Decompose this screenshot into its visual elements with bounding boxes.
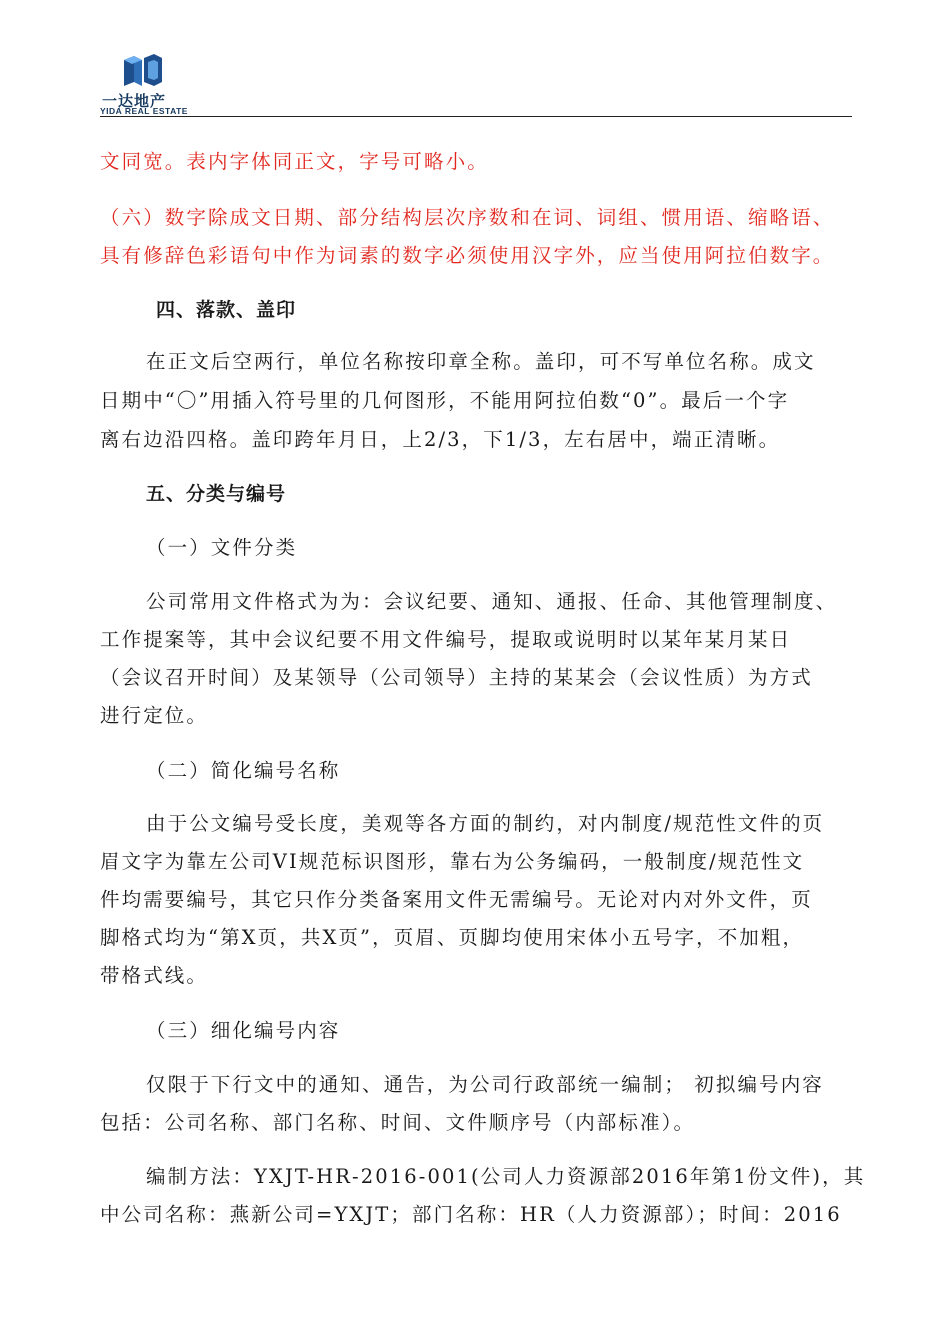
paragraph-line: 在正文后空两行，单位名称按印章全称。盖印，可不写单位名称。成文 [146,350,816,373]
paragraph-line: 文同宽。表内字体同正文，字号可略小。 [100,150,489,173]
paragraph-line: 日期中“〇”用插入符号里的几何图形，不能用阿拉伯数“0”。最后一个字 [100,389,790,412]
paragraph-line: 脚格式均为“第X页，共X页”，页眉、页脚均使用宋体小五号字，不加粗， [100,926,805,949]
section-heading-4: 四、落款、盖印 [156,299,297,321]
header-rule [100,116,852,117]
paragraph-line: 包括：公司名称、部门名称、时间、文件顺序号（内部标准）。 [100,1111,696,1134]
paragraph-line: 离右边沿四格。盖印跨年月日，上2/3，下1/3，左右居中，端正清晰。 [100,428,781,451]
paragraph-line: 具有修辞色彩语句中作为词素的数字必须使用汉字外，应当使用阿拉伯数字。 [100,244,835,267]
section-heading-5: 五、分类与编号 [146,483,287,505]
company-logo [100,52,192,116]
paragraph-line: 进行定位。 [100,704,209,727]
paragraph-line: 工作提案等，其中会议纪要不用文件编号，提取或说明时以某年某月某日 [100,628,792,651]
paragraph-line: （会议召开时间）及某领导（公司领导）主持的某某会（会议性质）为方式 [100,666,813,689]
paragraph-line: 眉文字为靠左公司VI规范标识图形，靠右为公务编码，一般制度/规范性文 [100,850,805,873]
logo-mark-icon [120,52,166,90]
paragraph-line: 公司常用文件格式为为：会议纪要、通知、通报、任命、其他管理制度、 [146,590,838,613]
subsection-heading: （二）简化编号名称 [146,759,341,782]
paragraph-line: 带格式线。 [100,964,209,987]
paragraph-line: 件均需要编号，其它只作分类备案用文件无需编号。无论对内对外文件，页 [100,888,813,911]
paragraph-line: （六）数字除成文日期、部分结构层次序数和在词、词组、惯用语、缩略语、 [100,206,835,229]
subsection-heading: （三）细化编号内容 [146,1019,341,1042]
paragraph-line: 中公司名称：燕新公司=YXJT；部门名称：HR（人力资源部）；时间：2016 [100,1203,842,1226]
subsection-heading: （一）文件分类 [146,536,298,559]
page-header [100,52,852,118]
logo-english-text: YIDA REAL ESTATE [100,106,188,116]
paragraph-line: 编制方法：YXJT-HR-2016-001(公司人力资源部2016年第1份文件)，其 [146,1165,866,1188]
logo-chinese-text: 一达地产 [102,92,167,110]
paragraph-line: 仅限于下行文中的通知、通告，为公司行政部统一编制； 初拟编号内容 [146,1073,824,1096]
paragraph-line: 由于公文编号受长度，美观等各方面的制约，对内制度/规范性文件的页 [146,812,825,835]
